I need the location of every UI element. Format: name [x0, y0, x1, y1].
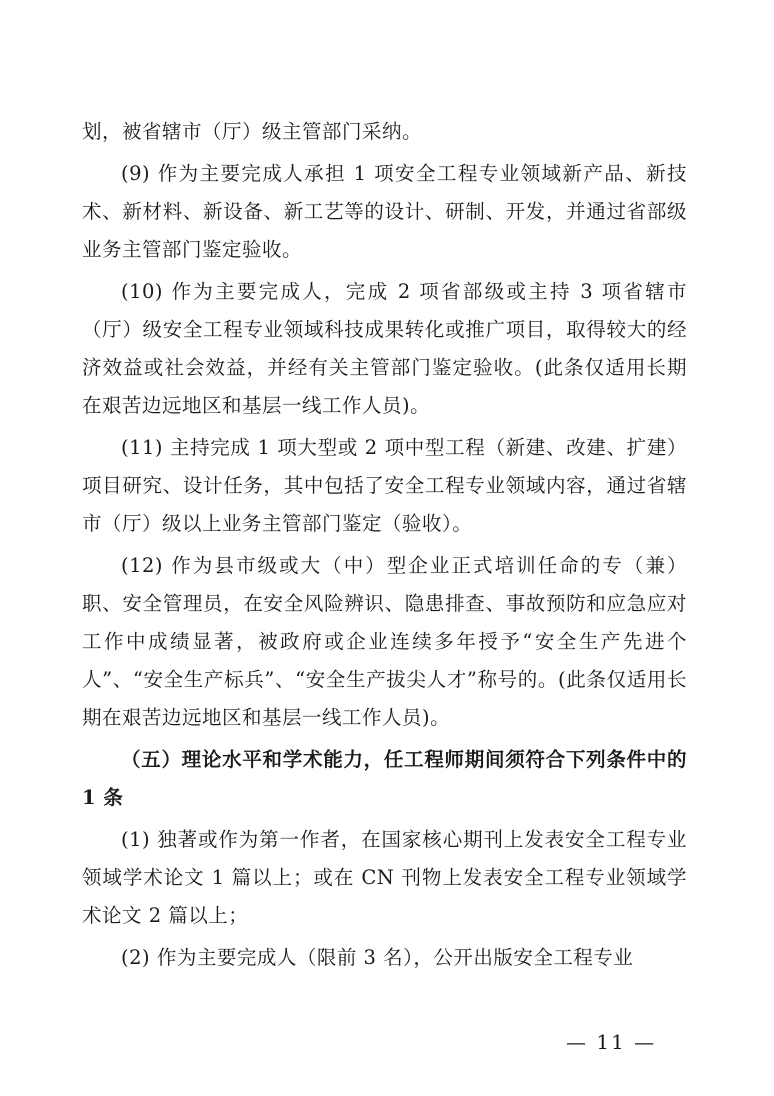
- paragraph-continuation: 划，被省辖市（厅）级主管部门采纳。: [82, 120, 423, 143]
- paragraph-item-10: (10) 作为主要完成人，完成 2 项省部级或主持 3 项省辖市（厅）级安全工程专业领域科技成果转化或推广项目，取得较大的经济效益或社会效益，并经有关主管部门鉴定验收。(此条仅适用长期在艰苦边远地区和基层一线工作人员)。: [82, 280, 687, 417]
- paragraph-item-9: (9) 作为主要完成人承担 1 项安全工程专业领域新产品、新技术、新材料、新设备、新工艺等的设计、研制、开发，并通过省部级业务主管部门鉴定验收。: [82, 162, 687, 261]
- section-heading-5: （五）理论水平和学术能力，任工程师期间须符合下列条件中的 1 条: [82, 748, 687, 809]
- paragraph-item-2: (2) 作为主要完成人（限前 3 名），公开出版安全工程专业: [121, 946, 634, 969]
- paragraph-item-12: (12) 作为县市级或大（中）型企业正式培训任命的专（兼）职、安全管理员，在安全风险辨识、隐患排查、事故预防和应急应对工作中成绩显著，被政府或企业连续多年授予“安全生产先进个人”、“安全生产标兵”、“安全生产拔尖人才”称号的。(此条仅适用长期在艰苦边远地区和基层一线工作人员)。: [82, 554, 687, 729]
- document-body: [82, 113, 687, 981]
- paragraph-item-11: (11) 主持完成 1 项大型或 2 项中型工程（新建、改建、扩建）项目研究、设计任务，其中包括了安全工程专业领域内容，通过省辖市（厅）级以上业务主管部门鉴定（验收）。: [82, 436, 687, 535]
- paragraph-item-1: (1) 独著或作为第一作者，在国家核心期刊上发表安全工程专业领域学术论文 1 篇以上；或在 CN 刊物上发表安全工程专业领域学术论文 2 篇以上；: [82, 828, 687, 927]
- page-number: — 11 —: [566, 1030, 657, 1054]
